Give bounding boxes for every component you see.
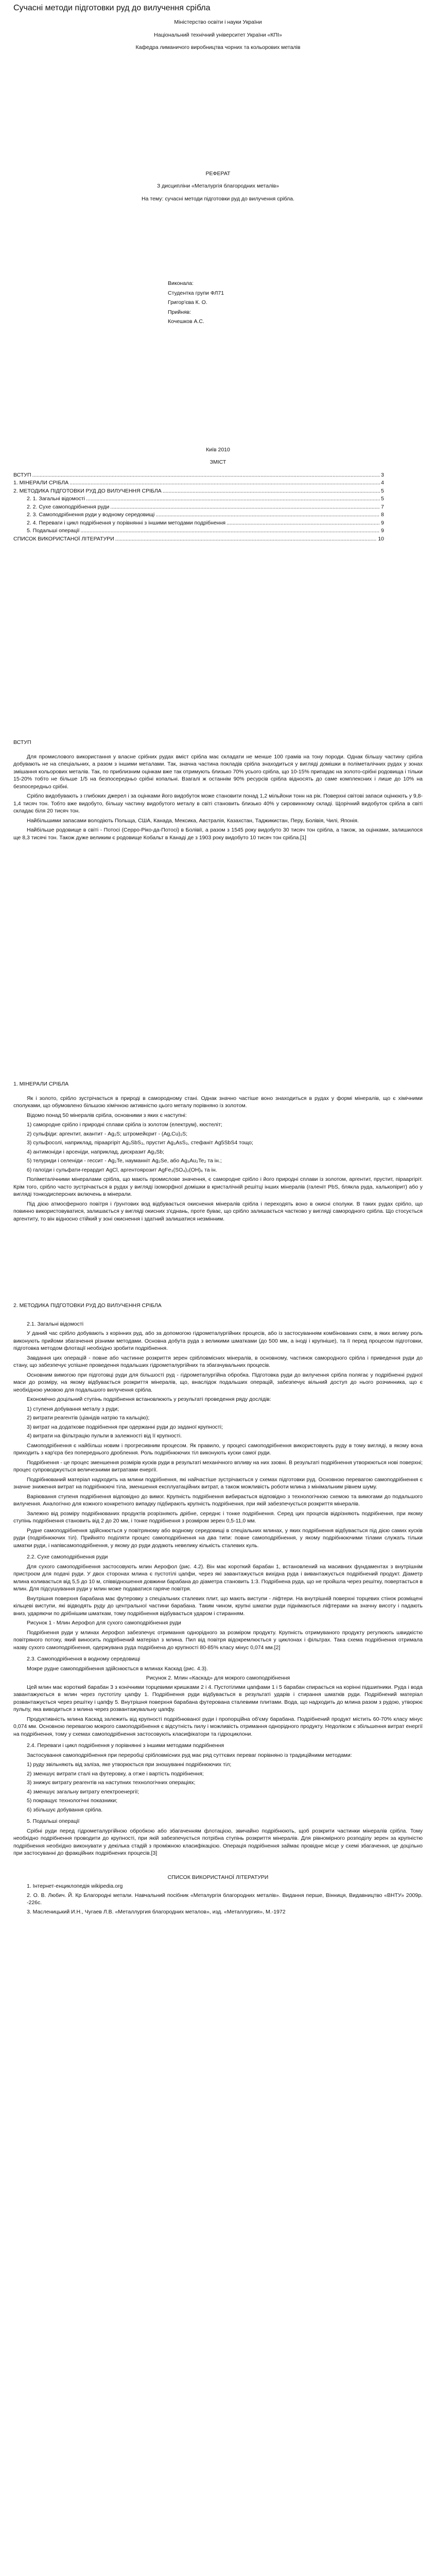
toc-item[interactable]	[13, 471, 384, 479]
ministry-line: Міністерство освіти і науки України	[174, 19, 262, 25]
sub5-heading: 5. Подальші операції	[27, 1818, 80, 1824]
paragraph: Економічно доцільний ступінь подрібнення встановлюють у результаті проведення ряду дослідів:	[27, 1396, 271, 1402]
toc-page-number: 5	[381, 496, 384, 502]
toc-item-label: 1. МІНЕРАЛИ СРІБЛА	[13, 480, 69, 486]
toc-leader	[69, 479, 380, 487]
list-item: 1) руду звільняють від заліза, яке утворюється при зношуванні подрібнюючих тіл;	[27, 1761, 232, 1768]
toc-leader	[110, 503, 380, 511]
university-line: Національний технічний університет України «КПІ»	[154, 31, 282, 38]
performed-label: Виконала:	[168, 280, 194, 286]
paragraph: Варіювання ступеня подрібнення відповідно до вимог. Крупність подрібнення вибирається відповідно з технологічною схемою та вимогами до подальшого вилучення. Аналогічно для кожного конкретного випадку підбирають крупність подрібнення, при якій забезпечується розкриття мінералів.	[13, 1493, 423, 1507]
department-line: Кафедра лиманичого виробництва чорних та кольорових металів	[135, 44, 301, 50]
document-title: Сучасні методи підготовки руд до вилучення срібла	[13, 4, 211, 12]
sub3-section	[13, 1684, 423, 1738]
intro-section	[13, 753, 423, 842]
sub3-line: Мокре рудне самоподрібнення здійснюється в млинах Каскад (рис. 4.3).	[27, 1665, 208, 1672]
author-block	[13, 280, 423, 326]
ores-paragraph: Рудне самоподрібнення здійснюється у повітряному або водному середовищі в спеціальних млинах, у яких подрібнення відбувається під дією самих кусків руди (подрібнюючих тіл). Прийнято поділяти процес самоподрібнення на два типи: повне самоподрібнення, у якому подрібнюючими тілами служать тільки шматки руди, і напівсамоподрібнення, у якому до руди додають невелику кількість сталевих куль.	[13, 1527, 423, 1549]
list-item: 6) галоїди і сульфати-герардит AgCl, аргентоярозит AgFe₃(SO₄)₂(OH)₆ та ін.	[27, 1166, 217, 1173]
paragraph: Для промислового використання у власне срібних рудах вміст срібла має складати не менше 100 грамів на тону породи. Однак більшу частину срібла добувають не на спеціальних, а разом з іншими металами. Так, значна частина покладів срібла знаходиться у вигляді домішки в поліметалічних рудах у зонах змішання кольорових металів. Так, по приблизним оцінкам вже так отримують близько 70% усього срібла, що 10-15% припадає на золото-срібні родовища і тільки 15-20% тобто не більше 1/5 на безпосередньо срібні копальні. Взагалі ж останнім 90% ресурсів срібла відносять до саме комплексних і лише до 10% на безпосередньо срібні.	[13, 753, 423, 790]
method-heading: 2. МЕТОДИКА ПІДГОТОВКИ РУД ДО ВИЛУЧЕННЯ СРІБЛА	[13, 1302, 162, 1309]
toc-item[interactable]	[13, 495, 384, 503]
toc-page-number: 4	[381, 480, 384, 486]
toc-item[interactable]	[13, 519, 384, 527]
reference-item: 1. Інтернет-енциклопедія wikipedia.org	[27, 1883, 123, 1889]
sub1-after	[13, 1442, 423, 1525]
minerals-after	[13, 1176, 423, 1223]
toc-leader	[155, 511, 380, 519]
paragraph: Як і золото, срібло зустрічається в природі в самородному стані. Однак значно частіше воно знаходиться в рудах у формі мінералів, що є хімічними сполуками, що обумовлено більшою хімічною активністю цього металу порівняно із золотом.	[13, 1095, 423, 1109]
paragraph: Рисунок 1 - Млин Аерофол для сухого самоподрібнення руди	[27, 1620, 181, 1626]
paragraph: Самоподрібнення є найбільш новим і прогресивним процесом. Як правило, у процесі самоподрібнення використовують руду в тому вигляді, в якому вона приходить з кар'єра без попереднього дроблення. Роль подрібнюючих тіл виконують куски самої руди.	[13, 1442, 423, 1456]
reference-item: 3. Масленицький И.Н., Чугаев Л.В. «Металлургия благородних металов», изд. «Металлургия», М.-1972	[27, 1908, 286, 1915]
list-item: 2) зменшує витрати сталі на футеровку, а отже і вартість подрібнення;	[27, 1770, 204, 1777]
toc-page-number: 10	[378, 535, 384, 542]
toc-item-label: 2. МЕТОДИКА ПІДГОТОВКИ РУД ДО ВИЛУЧЕННЯ СРІБЛА	[13, 487, 162, 494]
toc-leader	[226, 519, 380, 527]
paragraph: Основним вимогою при підготовці руди для більшості руд - гідрометалургійна обробка. Підготовка руди до вилучення срібла полягає у подрібненні рудної маси до розміру, на якому відбувається розкриття мінералів, що, внаслідок подальших операцій, забезпечує вільний доступ до нього розчинника, що є необхідною умовою для подальшого вилучення срібла.	[13, 1371, 423, 1393]
toc-leader	[86, 495, 380, 503]
references-heading: СПИСОК ВИКОРИСТАНОЇ ЛІТЕРАТУРИ	[167, 1874, 269, 1880]
list-item: 5) телуриди і селеніди - гессит - Ag₂Te, науманніт Ag₂Se, або Ag₃Au₂Te₂ та ін.;	[27, 1158, 222, 1164]
paragraph: Під дією атмосферного повітря і ґрунтових вод відбувається окиснення мінералів срібла і переходять воно в окисні сполуки. В таких рудах срібло, що повинно використовуватися, залишається у вигляді окисних з'єднань, проте буває, що срібло залишається частково у вигляді самородного срібла. Що стосується аргентиту, то він відносно стійкий у зоні окиснення і здатний залишатися незмінним.	[13, 1200, 423, 1222]
paragraph: Продуктивність млина Каскад залежить від крупності подрібнюваної руди і пропорційна об'єму барабана. Подрібнений продукт містить 60-70% класу мінус 0,074 мм. Основною перевагою мокрого самоподрібнення є відсутність пилу і можливість отримання однорідного продукту. Недоліком є збільшення витрат енергії на подрібнення, тому у схемах самоподрібнення застосовують класифікатори та гідроциклони.	[13, 1716, 423, 1737]
toc-page-number: 9	[381, 519, 384, 526]
list-item: 3) знижує витрату реагентів на наступних технологічних операціях;	[27, 1780, 196, 1786]
sub2-section	[13, 1563, 423, 1652]
paragraph: Найбільше родовище в світі - Потосі (Серро-Ріко-да-Потосі) в Болівії, а разом з 1545 року видобуто 30 тисяч тон срібла, а також, за оцінками, залишилося ще 8,3 тисячі тон. Також дуже великим є родовище Кобальт в Канаді де з 1903 року видобуто 10 тисяч тон срібла.[1]	[13, 827, 423, 841]
sub4-section	[13, 1752, 423, 1759]
paragraph: Подрібнення руди у млинах Аерофол забезпечує отримання однорідного за розміром продукту. Крупність отримуваного продукту регулюють швидкістю повітряного потоку, який виносить подрібнений матеріал з млина. Пил від повітря відокремлюється у циклонах і фільтрах. Така схема подрібнення отримала назву сухого самоподрібнення, одержувана руда подрібнена до крупності 80-85% класу мінус 0,074 мм.[2]	[13, 1629, 423, 1651]
reference-item: 2. О. В. Любич. Й. Кр Благородні метали. Навчальний посібник «Металургія благородних металів». Видання перше, Вінниця, Видавництво «ВНТУ» 2009р. -226с.	[27, 1892, 423, 1906]
toc-item-label: 2. 3. Самоподрібнення руди у водному середовищі	[27, 512, 155, 518]
list-item: 5) покращує технологічні показники;	[27, 1798, 117, 1804]
toc-item[interactable]	[13, 503, 384, 511]
list-item: 3) витрат на додаткове подрібнення при одержанні руди до заданої крупності;	[27, 1423, 223, 1430]
paragraph: Срібло видобувають з глибоких джерел і за оцінками його видобуток може становити понад 1,2 мільйони тонн на рік. Поверхні світові запаси оцінюють у 9,8-1,4 тисяч тон. Тобто вже видобуто, більшу частину видобутого металу в світі становить близько 40% у сировинному складі. Щорічний видобуток срібла в світі складає біля 20 тисяч тон.	[13, 793, 423, 814]
figure-caption: Рисунок 2. Млин «Каскад» для мокрого самоподрібнення	[146, 1675, 290, 1681]
toc-item-label: 2. 1. Загальні відомості	[27, 496, 85, 502]
table-of-contents	[13, 471, 423, 543]
toc-leader	[32, 471, 380, 479]
list-item: 4) антимоніди і арсеніди, наприклад, дискразит Ag₃Sb;	[27, 1148, 164, 1155]
student-name: Григор'єва К. О.	[168, 299, 207, 306]
toc-item-label: 2. 4. Переваги і цикл подрібнення у порівнянні з іншими методами подрібнення	[27, 519, 226, 526]
list-item: 1) ступеня добування металу з руди;	[27, 1405, 119, 1412]
toc-item-label: 2. 2. Сухе самоподрібнення руди	[27, 503, 110, 510]
paragraph: Подрібнення - це процес зменшення розмірів кусків руди в результаті механічного впливу на них ззовні. В результаті подрібнення утворюються нові поверхні; процес супроводжується величезними витратами енергії.	[13, 1459, 423, 1473]
sub4-heading: 2.4. Переваги і цикл подрібнення у порівнянні з іншими методами подрібнення	[27, 1742, 224, 1749]
toc-item-label: ВСТУП	[13, 471, 31, 478]
paragraph: У даний час срібло добувають з корінних руд, або за допомогою гідрометалургійних процесів, або із застосуванням комбінованих схем, в яких велику роль виконують прийоми збагачення різними методами. Основна добута руда з великими шматками (до 500 мм, а іноді і крупніше), та її перед процесом підготовки, підготовка методом флотації необхідно зробити подрібнення.	[13, 1330, 423, 1351]
toc-page-number: 9	[381, 528, 384, 534]
toc-leader	[163, 487, 380, 495]
paragraph: Подрібнюваний матеріал надходить на млини подрібнення, які найчастіше зустрічаються у схемах підготовки руд. Основною перевагою самоподрібнення є значне зниження витрат на подрібнюючі тіла, зменшення експлуатаційних витрат, а також можливість роботи млина з мінімальним рівнем шуму.	[13, 1476, 423, 1490]
sub4-list	[13, 1761, 423, 1814]
toc-page-number: 8	[381, 512, 384, 518]
toc-page-number: 5	[381, 487, 384, 494]
list-item: 1) самородне срібло і природні сплави срібла із золотом (електрум), кюстеліт;	[27, 1122, 222, 1128]
toc-page-number: 3	[381, 471, 384, 478]
paragraph: Поліметалічними мінералами срібла, що мають промислове значення, є самородне срібло і його природні сплави із золотом, аргентит, прустит, пірааргіріт. Крім того, срібло часто зустрічається в рудах у вигляді ізоморфної домішки в кристалічній решітці інших мінералів (галеніт PbS, блякла руда, халькопірит) або у вигляді тонкодисперсних включень в мінерали.	[13, 1176, 423, 1197]
paragraph: Цей млин має короткий барабан 3 з конічними торцевими кришками 2 і 4. Пустотілими цапфами 1 і 5 барабан спирається на корінні підшипники. Руда і вода завантажуються в млин через пустотілу цапфу 1. Подрібнення руди відбувається в результаті ударів і стирання шматків руди. Подрібнений матеріал розвантажується через решітку і цапфу 5. Внутрішня поверхня барабана футерована сталевими плитами. Вода, що надходить до млина разом з рудою, утворює пульпу, яка виводиться з млина через розвантажувальну цапфу.	[13, 1684, 423, 1713]
toc-item[interactable]	[13, 527, 384, 535]
checked-label: Прийняв:	[168, 309, 191, 315]
list-item: 4) зменшує загальну витрату електроенергії;	[27, 1788, 139, 1795]
toc-heading: ЗМІСТ	[210, 459, 226, 465]
toc-item[interactable]	[13, 535, 384, 543]
list-item: 4) витрати на фільтрацію пульпи в залежності від її крупності.	[27, 1433, 182, 1439]
paragraph: Срібні руди перед гідрометалургійною обробкою або збагаченням флотацією, звичайно подрібнюють, щоб розкрити частинки мінералів срібла. Тому необхідно подрібнення проводити до крупності, при якій забезпечується потрібна ступінь розкриття мінералів. Для рівномірного розподілу зерен за крупністю подрібнення необхідно виконувати у декілька стадій з проміжною класифікацією. Операція подрібнення займає провідне місце у схемі збагачення, це доцільно при застосуванні до фракційних подрібнених процесів.[3]	[13, 1827, 423, 1856]
list-item: 2) сульфіди: аргентит, акантит - Ag₂S; штромейєрит - (Ag,Cu)₂S;	[27, 1130, 188, 1137]
paragraph: Найбільшими запасами володіють Польща, США, Канада, Мексика, Австралія, Казахстан, Таджикистан, Перу, Болівія, Чилі, Японія.	[27, 817, 359, 824]
toc-page-number: 7	[381, 503, 384, 510]
paragraph: Застосування самоподрібнення при переробці срібловмісних руд має ряд суттєвих переваг порівняно із традиційними методами:	[27, 1752, 352, 1758]
city-year: Київ 2010	[206, 446, 230, 453]
teacher-name: Кочешков А.С.	[168, 318, 204, 325]
toc-leader	[115, 535, 377, 543]
toc-item-label: СПИСОК ВИКОРИСТАНОЇ ЛІТЕРАТУРИ	[13, 535, 114, 542]
list-item: 6) збільшує добування срібла.	[27, 1806, 103, 1813]
sub5-section	[13, 1827, 423, 1857]
toc-leader	[80, 527, 380, 535]
topic-line: На тему: сучасні методи підготовки руд до вилучення срібла.	[142, 195, 294, 202]
paragraph: Для сухого самоподрібнення застосовують млин Аерофол (рис. 4.2). Він має короткий барабан 1, встановлений на масивних фундаментах з внутрішнім пристроєм для подачі руди. У двох сторонах млина є пустотілі цапфи, через які завантажується вихідна руда і вивантажується подрібнений продукт. Діаметр млина коливається від 5,5 до 10 м, співвідношення довжини барабана до діаметра становить 1:3. Подрібнена руда, що не пройшла через решітку, повертається в млин. Для підсушування руди у млин може подаватися гаряче повітря.	[13, 1563, 423, 1592]
sub1-section	[13, 1330, 423, 1403]
intro-heading: ВСТУП	[13, 739, 31, 745]
report-label: РЕФЕРАТ	[205, 170, 231, 177]
list-item: 3) сульфосолі, наприклад, пірааргіріт Ag₃SbS₃, прустит Ag₃AsS₃, стефаніт Ag5SbS4 тощо;	[27, 1140, 253, 1146]
discipline-line: З дисципліни «Металургія благородних металів»	[156, 183, 280, 189]
toc-item-label: 5. Подальші операції	[27, 528, 80, 534]
paragraph: Відомо понад 50 мінералів срібла, основними з яких є наступні:	[27, 1112, 187, 1118]
references-list	[13, 1883, 423, 1916]
minerals-section	[13, 1095, 423, 1120]
document-page	[13, 3, 423, 1916]
minerals-heading: 1. МІНЕРАЛИ СРІБЛА	[13, 1081, 69, 1087]
paragraph: Завдання цих операцій - повне або частинне розкриття зерен срібловмісних мінералів, в основному, частинок самородного срібла і приведення руди до стану, що забезпечує успішне проведення подальших гідрометалургійних та збагачувальних процесів.	[13, 1354, 423, 1368]
sub1-list	[13, 1405, 423, 1440]
toc-item[interactable]	[13, 511, 384, 519]
paragraph: Залежно від розміру подрібнюваних продуктів розрізняють дрібне, середнє і тонке подрібнення. Серед цих процесів відрізняють подрібнення, при якому ступінь подрібнення становить від 2 до 20 мм, і тонке подрібнення з розміром зерен 0,5-11,0 мм.	[13, 1510, 423, 1524]
sub1-heading: 2.1. Загальні відомості	[27, 1320, 84, 1327]
minerals-list	[13, 1121, 423, 1174]
paragraph: Внутрішня поверхня барабана має футеровку з спеціальних сталевих плит, що мають виступи - ліфтери. На внутрішній поверхні торцевих стінок розміщені кільцеві виступи, які відводять руду до центральної частини барабана. Таким чином, крупні шматки руди піднімаються ліфтерами на значну висоту і падають вниз, ударяючи по дрібнішим шматкам, тому подрібнення відбувається ударом і стиранням.	[13, 1595, 423, 1617]
sub2-heading: 2.2. Сухе самоподрібнення руди	[27, 1554, 108, 1560]
toc-item[interactable]	[13, 487, 384, 495]
toc-item[interactable]	[13, 479, 384, 487]
list-item: 2) витрати реагентів (ціанідів натрію та кальцію);	[27, 1415, 150, 1421]
sub3-heading: 2.3. Самоподрібнення в водному середовищі	[27, 1656, 141, 1662]
student-group: Студентка групи ФЛ71	[168, 290, 224, 296]
